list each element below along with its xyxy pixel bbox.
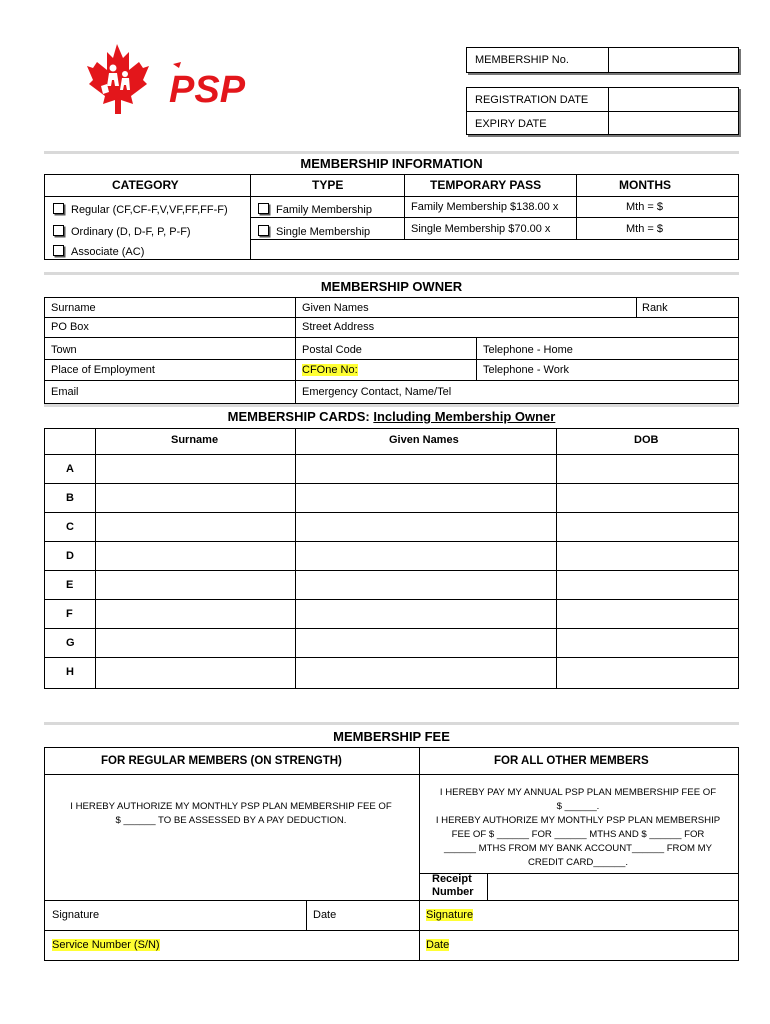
owner-po-box-label: PO Box (51, 321, 89, 333)
checkbox-icon[interactable] (258, 203, 269, 214)
owner-surname-label: Surname (51, 302, 96, 314)
type-family[interactable]: Family Membership (258, 203, 372, 216)
type-single[interactable]: Single Membership (258, 225, 370, 238)
fee-title: MEMBERSHIP FEE (333, 729, 450, 744)
card-row-label: E (66, 579, 74, 591)
card-row-label: D (66, 550, 74, 562)
fee-other-text: I HEREBY PAY MY ANNUAL PSP PLAN MEMBERSHIP FEE OF $ ______. I HEREBY AUTHORIZE MY MONTHLY PSP PLAN MEMBERSHIP FEE OF $ ______ FOR ______ MTHS AND $ ______ FOR ______ MTHS FROM MY BANK ACCOUNT______ FROM MY CREDIT CARD______. (435, 787, 721, 868)
expiry-date-label: EXPIRY DATE (475, 118, 547, 130)
cards-title: MEMBERSHIP CARDS: Including Membership Owner (227, 409, 556, 424)
category-regular[interactable]: Regular (CF,CF-F,V,VF,FF,FF-F) (53, 203, 228, 216)
owner-title: MEMBERSHIP OWNER (320, 279, 463, 294)
owner-rank-label: Rank (642, 302, 668, 314)
fee-other-header: FOR ALL OTHER MEMBERS (494, 755, 649, 767)
maple-leaf-icon (85, 40, 260, 115)
checkbox-icon[interactable] (53, 225, 64, 236)
cards-col-dob: DOB (634, 434, 659, 446)
owner-tel-work-label: Telephone - Work (483, 364, 570, 376)
fee-regular-text: I HEREBY AUTHORIZE MY MONTHLY PSP PLAN MEMBERSHIP FEE OF $ ______ TO BE ASSESSED BY A PAY DEDUCTION. (70, 801, 392, 826)
card-row-label: B (66, 492, 74, 504)
svg-text:PSP: PSP (169, 69, 246, 111)
cards-col-surname: Surname (171, 434, 219, 446)
card-row-label: C (66, 521, 74, 533)
checkbox-icon[interactable] (53, 245, 64, 256)
registration-date-field[interactable] (609, 88, 738, 111)
checkbox-icon[interactable] (53, 203, 64, 214)
months-single: Mth = $ (626, 223, 663, 235)
card-row-label: G (66, 637, 75, 649)
date-label-other: Date (426, 939, 450, 951)
cards-col-given: Given Names (389, 434, 459, 446)
signature-label: Signature (52, 909, 100, 921)
psp-logo (85, 40, 260, 115)
expiry-date-field[interactable] (609, 112, 738, 134)
membership-info-title: MEMBERSHIP INFORMATION (300, 156, 483, 171)
receipt-number-field[interactable] (488, 874, 738, 900)
col-category: CATEGORY (112, 178, 179, 192)
card-row-label: A (66, 463, 74, 475)
category-associate[interactable]: Associate (AC) (53, 245, 144, 258)
owner-postal-label: Postal Code (302, 344, 362, 356)
fee-regular-header: FOR REGULAR MEMBERS (ON STRENGTH) (101, 755, 342, 767)
checkbox-icon[interactable] (258, 225, 269, 236)
owner-cfone-label: CFOne No: (302, 364, 358, 376)
card-row-label: F (66, 608, 73, 620)
owner-tel-home-label: Telephone - Home (483, 344, 573, 356)
owner-given-names-label: Given Names (302, 302, 369, 314)
cards-table (44, 428, 739, 689)
registration-date-label: REGISTRATION DATE (475, 94, 589, 106)
signature-label-other: Signature (426, 909, 474, 921)
owner-emergency-label: Emergency Contact, Name/Tel (302, 386, 452, 398)
category-ordinary[interactable]: Ordinary (D, D-F, P, P-F) (53, 225, 191, 238)
months-family: Mth = $ (626, 201, 663, 213)
receipt-number-label: Receipt Number (432, 873, 474, 898)
pass-family: Family Membership $138.00 x (411, 201, 559, 213)
service-number-label: Service Number (S/N) (52, 939, 160, 951)
owner-town-label: Town (51, 344, 77, 356)
membership-no-label: MEMBERSHIP No. (475, 54, 569, 66)
col-months: MONTHS (619, 178, 671, 192)
owner-email-label: Email (51, 386, 79, 398)
pass-single: Single Membership $70.00 x (411, 223, 551, 235)
owner-employment-label: Place of Employment (51, 364, 155, 376)
card-row-label: H (66, 666, 74, 678)
membership-no-field[interactable] (609, 48, 738, 72)
owner-street-label: Street Address (302, 321, 375, 333)
date-label: Date (313, 909, 337, 921)
col-type: TYPE (312, 178, 344, 192)
col-temporary-pass: TEMPORARY PASS (430, 178, 542, 192)
